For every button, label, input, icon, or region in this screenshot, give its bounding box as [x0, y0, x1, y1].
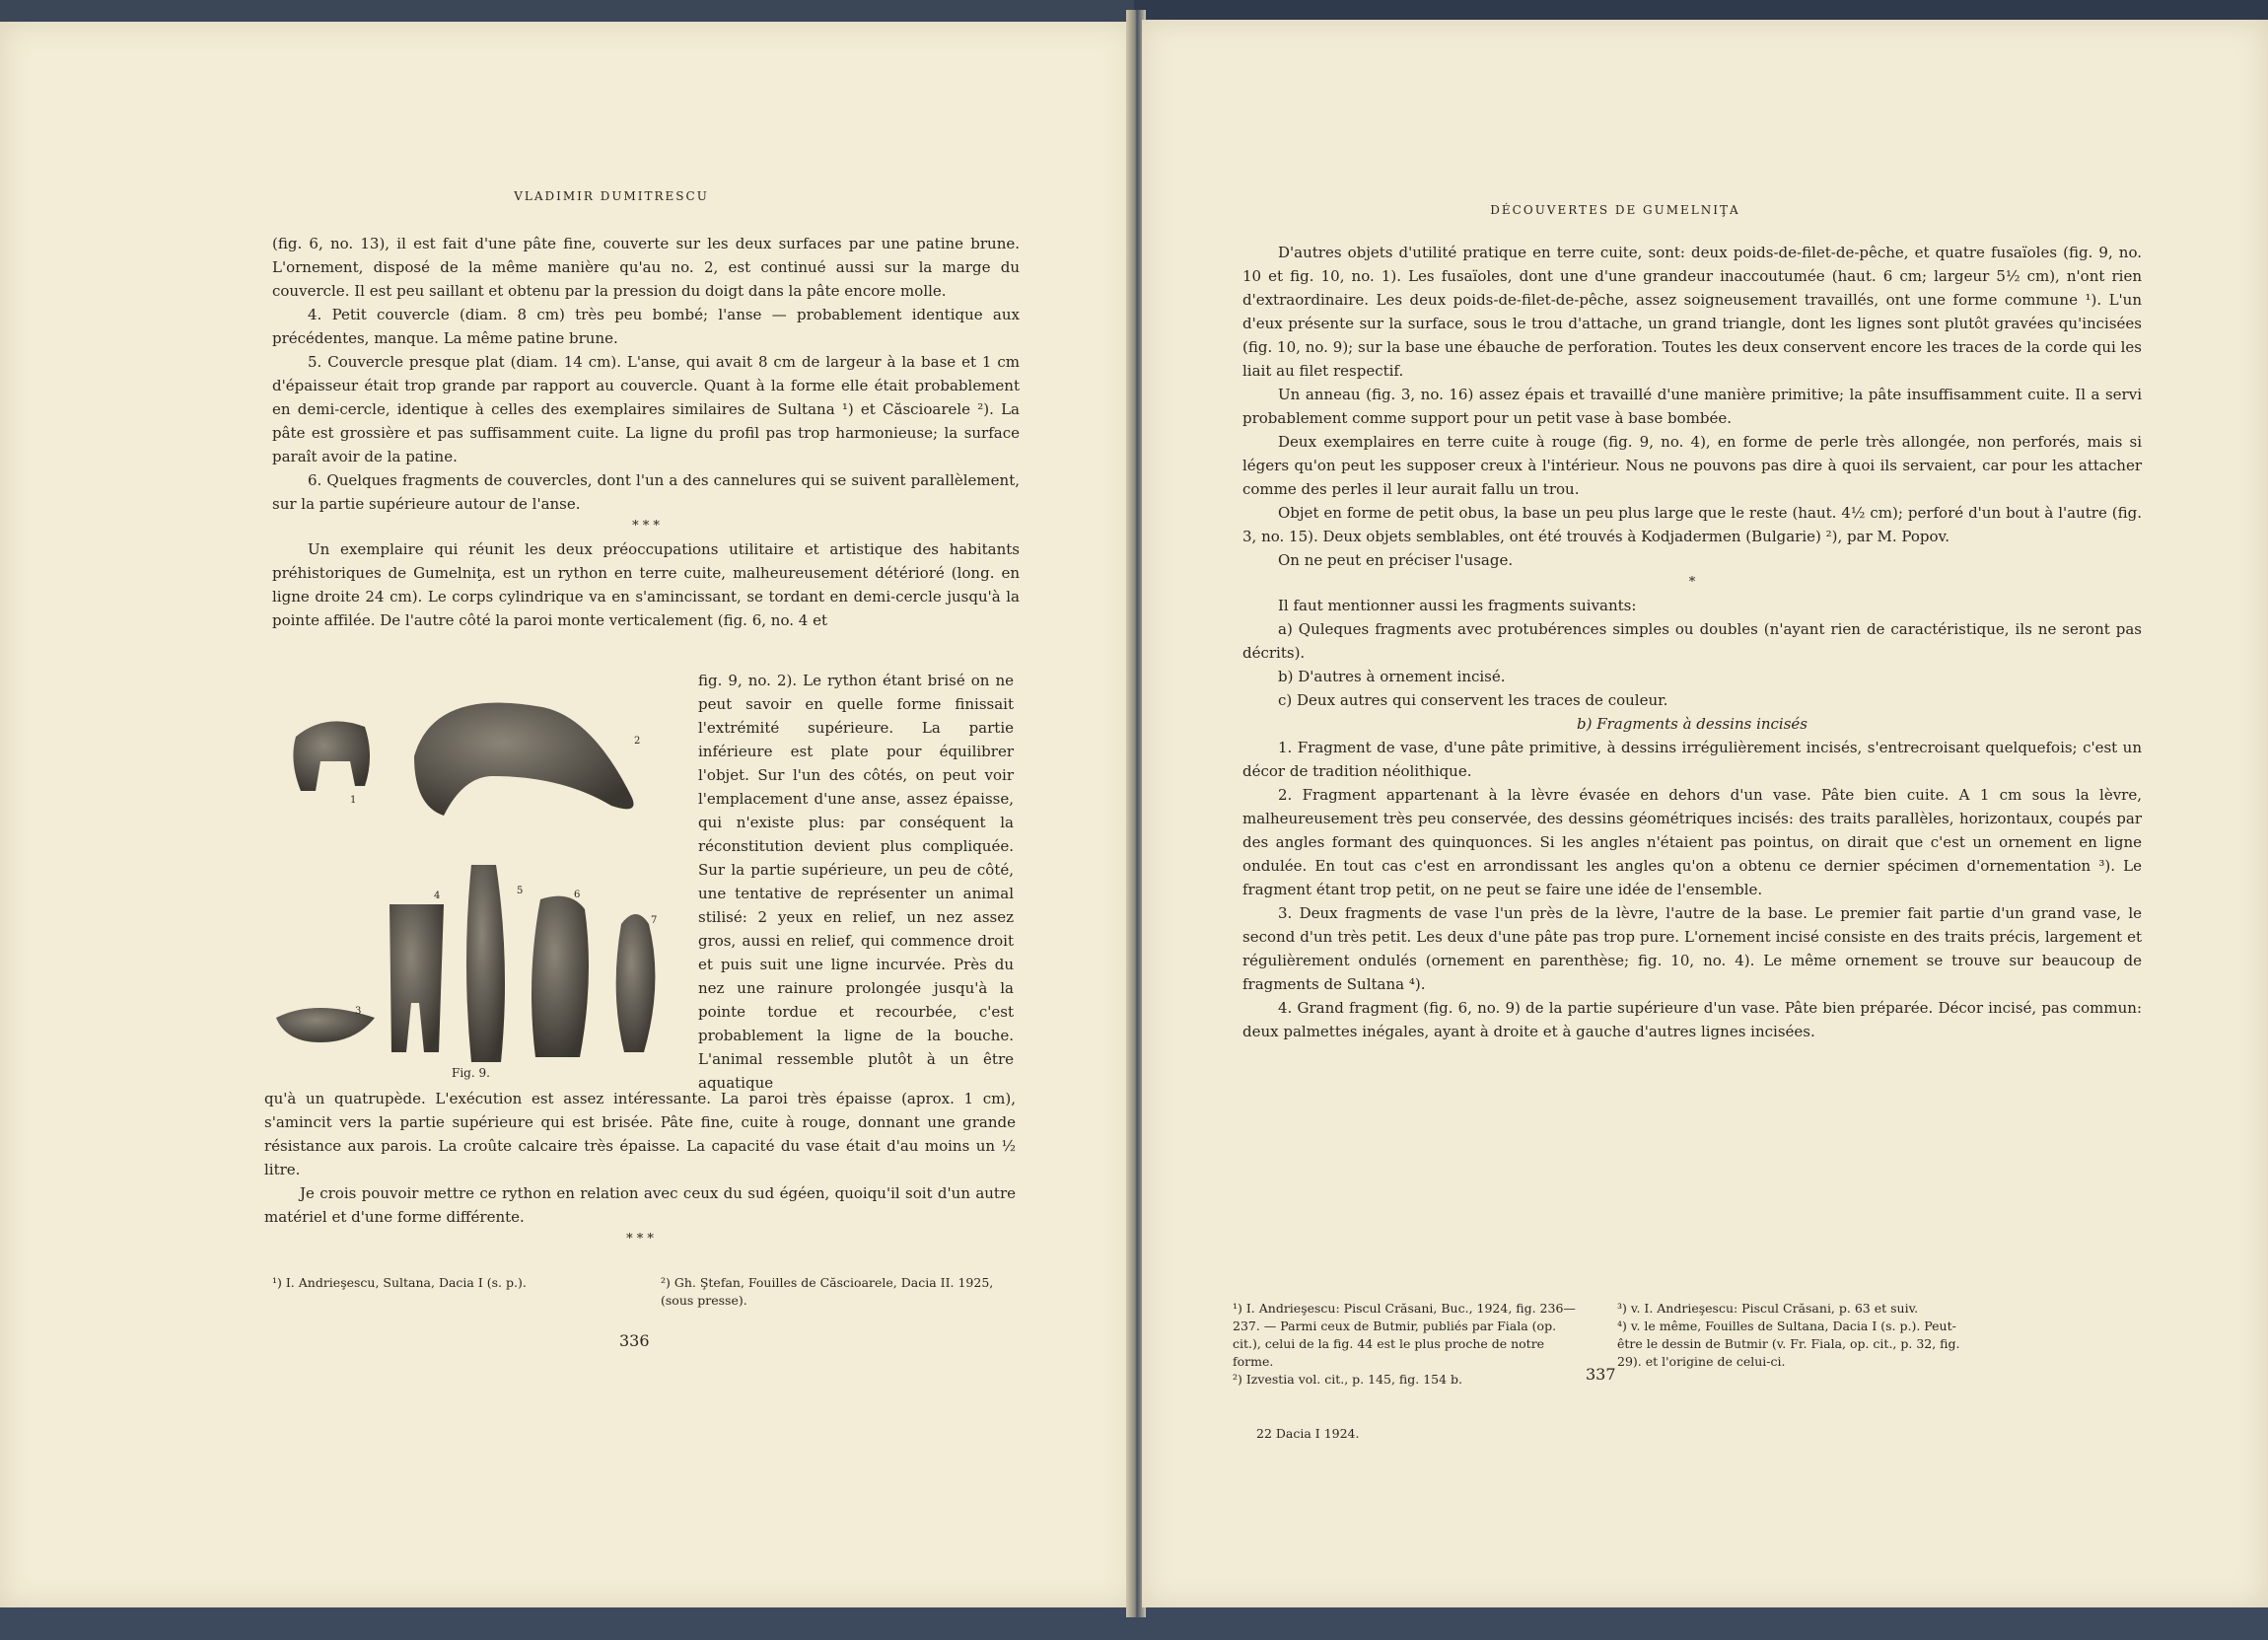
artifact-5 — [466, 865, 505, 1062]
right-body-top — [1242, 241, 2142, 1043]
left-running-head: VLADIMIR DUMITRESCU — [514, 189, 709, 203]
paragraph: fig. 9, no. 2). Le rython étant brisé on ne peut savoir en quelle forme finissait l'extrémité supérieure. La partie inférieure est plate pour équilibrer l'objet. Sur l'un des côtés, on peut voir l'emplacement d'une anse, assez épaisse, qui n'existe plus: par conséquent la réconstitution devient plus compliquée. Sur la partie supérieure, un peu de côté, une tentative de représenter un animal stilisé: 2 yeux en relief, un nez assez gros, aussi en relief, qui commence droit et puis suit une ligne incurvée. Près du nez une rainure prolongée jusqu'à la pointe tordue et recourbée, c'est probablement la ligne de la bouche. L'animal ressemble plutôt à un être aquatique — [698, 672, 1014, 1092]
left-body-top — [272, 232, 1020, 632]
section-divider: * * * — [632, 519, 660, 534]
paragraph: Un exemplaire qui réunit les deux préoccupations utilitaire et artistique des habitants préhistoriques de Gumelniţa, est un rython en terre cuite, malheureusement détérioré (long. en ligne droite 24 cm). Le corps cylindrique va en s'amincissant, se tordant en demi-cercle jusqu'à la pointe affilée. De l'autre côté la paroi monte verticalement (fig. 6, no. 4 et — [272, 540, 1020, 629]
list-item: b) D'autres à ornement incisé. — [1278, 668, 1506, 685]
printer-signature: 22 Dacia I 1924. — [1256, 1426, 1360, 1441]
artifact-6 — [532, 896, 589, 1057]
footnote-1: ¹) I. Andrieşescu, Sultana, Dacia I (s. p.). — [272, 1275, 527, 1290]
artifact-4 — [390, 904, 444, 1052]
figure-caption: Fig. 9. — [452, 1066, 490, 1080]
left-body-bottom — [264, 1087, 1016, 1250]
right-running-head: DÉCOUVERTES DE GUMELNIŢA — [1490, 203, 1740, 217]
paragraph: 4. Grand fragment (fig. 6, no. 9) de la partie supérieure d'un vase. Pâte bien préparée. Décor incisé, pas commun: deux palmettes inégales, ayant à droite et à gauche d'autres lignes incisées. — [1242, 999, 2142, 1040]
paragraph: 6. Quelques fragments de couvercles, dont l'un a des cannelures qui se suivent parallèlement, sur la partie supérieure autour de l'anse. — [272, 471, 1020, 513]
paragraph: 2. Fragment appartenant à la lèvre évasée en dehors d'un vase. Pâte bien cuite. A 1 cm sous la lèvre, malheureusement très peu conservée, des dessins géométriques incisés: des traits parallèles, horizontaux, coupés par des angles formant des quinquonces. Si les angles n'étaient pas pointus, on dirait que c'est un ornement en ligne ondulée. En tout cas c'est en arrondissant les angles qu'on a obtenu ce dernier spécimen d'ornementation ³). Le fragment étant trop petit, on ne peut se faire une idée de l'ensemble. — [1242, 786, 2142, 898]
list-item: a) Quleques fragments avec protubérences simples ou doubles (n'ayant rien de caractéristique, ils ne seront pas décrits). — [1242, 620, 2142, 662]
book-cover-edge — [1134, 0, 2268, 22]
list-item: c) Deux autres qui conservent les traces de couleur. — [1278, 691, 1668, 709]
paragraph: 5. Couvercle presque plat (diam. 14 cm). L'anse, qui avait 8 cm de largeur à la base et 1 cm d'épaisseur était trop grande par rapport au couvercle. Quant à la forme elle était probablement en demi-cercle, identique à celles des exemplaires similaires de Sultana ¹) et Căscioarele ²). La pâte est grossière et pas suffisamment cuite. La ligne du profil pas trop harmonieuse; la surface paraît avoir de la patine. — [272, 353, 1020, 465]
footnote: ²) Izvestia vol. cit., p. 145, fig. 154 b. — [1233, 1372, 1463, 1387]
figure-label-4: 4 — [434, 891, 441, 901]
section-divider: * * * — [626, 1232, 654, 1247]
figure-label-2: 2 — [634, 736, 641, 747]
figure-label-5: 5 — [517, 886, 524, 896]
footnotes-right-column — [1617, 1300, 1976, 1371]
paragraph: On ne peut en préciser l'usage. — [1278, 551, 1514, 569]
paragraph: 1. Fragment de vase, d'une pâte primitive, à dessins irrégulièrement incisés, s'entrecroisant quelquefois; c'est un décor de tradition néolithique. — [1242, 739, 2142, 780]
figure-label-3: 3 — [355, 1006, 362, 1017]
page-number: 336 — [619, 1331, 650, 1350]
footnote: ³) v. I. Andrieşescu: Piscul Crăsani, p. 63 et suiv. — [1617, 1301, 1919, 1316]
right-page — [1142, 20, 2268, 1607]
paragraph: Je crois pouvoir mettre ce rython en relation avec ceux du sud égéen, quoiqu'il soit d'un autre matériel et d'une forme différente. — [264, 1184, 1016, 1226]
footnote-2: ²) Gh. Ştefan, Fouilles de Căscioarele, Dacia II. 1925, (sous presse). — [661, 1275, 994, 1308]
footnotes-left-column — [1233, 1300, 1588, 1389]
paragraph: Deux exemplaires en terre cuite à rouge (fig. 9, no. 4), en forme de perle très allongée, non perforés, mais si légers qu'on peut les supposer creux à l'intérieur. Nous ne pouvons pas dire à quoi ils servaient, car pour les attacher comme des perles il leur aurait fallu un trou. — [1242, 433, 2142, 498]
paragraph: D'autres objets d'utilité pratique en terre cuite, sont: deux poids-de-filet-de-pêche, et quatre fusaïoles (fig. 9, no. 10 et fig. 10, no. 1). Les fusaïoles, dont une d'une grandeur inaccoutumée (haut. 6 cm; largeur 5½ cm), n'ont rien d'extraordinaire. Les deux poids-de-filet-de-pêche, assez soigneusement travaillés, ont une forme commune ¹). L'un d'eux présente sur la surface, sous le trou d'attache, un grand triangle, dont les lignes sont plutôt gravées qu'incisées (fig. 10, no. 9); sur la base une ébauche de perforation. Toutes les deux conservent encore les traces de la corde qui les liait au filet respectif. — [1242, 244, 2142, 380]
figure-label-1: 1 — [350, 795, 357, 806]
paragraph: 4. Petit couvercle (diam. 8 cm) très peu bombé; l'anse — probablement identique aux précédentes, manque. La même patine brune. — [272, 306, 1020, 347]
artifact-1 — [293, 721, 370, 791]
footnote: ⁴) v. le même, Fouilles de Sultana, Dacia I (s. p.). Peut-être le dessin de Butmir (v. Fr. Fiala, op. cit., p. 32, fig. 29). et l'origine de celui-ci. — [1617, 1319, 1960, 1369]
figure-label-7: 7 — [651, 915, 658, 926]
left-page — [0, 22, 1134, 1607]
paragraph: 3. Deux fragments de vase l'un près de la lèvre, l'autre de la base. Le premier fait partie d'un grand vase, le second d'un très petit. Les deux d'une pâte pas trop pure. L'ornement incisé consiste en des traits précis, largement et régulièrement ondulés (ornement en parenthèse; fig. 10, no. 4). Le même ornement se trouve sur beaucoup de fragments de Sultana ⁴). — [1242, 904, 2142, 993]
page-number: 337 — [1586, 1365, 1616, 1384]
paragraph: qu'à un quatrupède. L'exécution est assez intéressante. La paroi très épaisse (aprox. 1 cm), s'amincit vers la partie supérieure qui est brisée. Pâte fine, cuite à rouge, donnant une grande résistance aux parois. La croûte calcaire très épaisse. La capacité du vase était d'au moins un ½ litre. — [264, 1090, 1016, 1178]
paragraph: (fig. 6, no. 13), il est fait d'une pâte fine, couverte sur les deux surfaces par une patine brune. L'ornement, disposé de la même manière qu'au no. 2, est continué aussi sur la marge du couvercle. Il est peu saillant et obtenu par la pression du doigt dans la pâte encore molle. — [272, 235, 1020, 300]
figure-label-6: 6 — [574, 890, 581, 900]
paragraph: Objet en forme de petit obus, la base un peu plus large que le reste (haut. 4½ cm); perforé d'un bout à l'autre (fig. 3, no. 15). Deux objets semblables, ont été trouvés à Kodjadermen (Bulgarie) ²), par M. Popov. — [1242, 504, 2142, 545]
left-body-column — [698, 669, 1014, 1095]
list-intro: Il faut mentionner aussi les fragments suivants: — [1278, 597, 1637, 614]
footnote: ¹) I. Andrieşescu: Piscul Crăsani, Buc., 1924, fig. 236—237. — Parmi ceux de Butmir, publiés par Fiala (op. cit.), celui de la fig. 44 est le plus proche de notre forme. — [1233, 1301, 1576, 1369]
section-heading: b) Fragments à dessins incisés — [1576, 715, 1808, 733]
artifact-7 — [616, 914, 656, 1052]
section-divider: * — [1688, 575, 1696, 590]
artifact-2-rython — [414, 703, 634, 816]
paragraph: Un anneau (fig. 3, no. 16) assez épais et travaillé d'une manière primitive; la pâte insuffisamment cuite. Il a servi probablement comme support pour un petit vase à base bombée. — [1242, 386, 2142, 427]
figure-9 — [276, 677, 690, 1072]
